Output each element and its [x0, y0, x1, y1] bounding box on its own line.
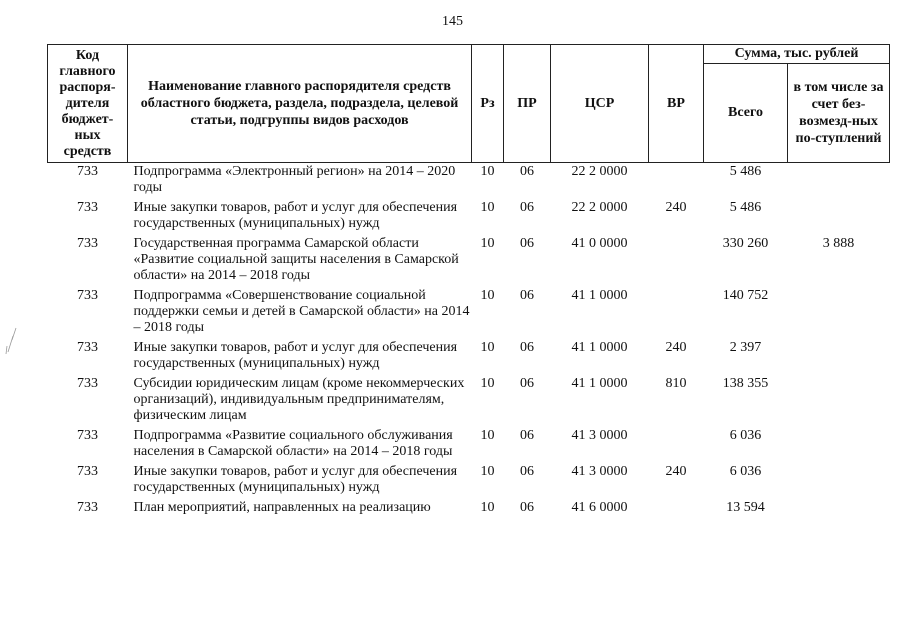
cell-rz: 10 [480, 200, 495, 215]
table-header [48, 45, 890, 163]
table-row [48, 500, 890, 520]
cell-vr: 240 [665, 464, 687, 479]
cell-rz: 10 [480, 164, 495, 179]
cell-csr: 41 1 0000 [571, 376, 628, 391]
header-rz: Рз [472, 45, 504, 163]
cell-csr: 41 3 0000 [571, 428, 628, 443]
cell-total: 5 486 [729, 164, 762, 179]
cell-vr [649, 428, 704, 464]
cell-csr: 41 1 0000 [571, 340, 628, 355]
cell-rz: 10 [480, 236, 495, 251]
cell-csr: 41 1 0000 [571, 288, 628, 303]
cell-total: 13 594 [726, 500, 765, 515]
cell-name: Субсидии юридическим лицам (кроме некоммерческих организаций), индивидуальным предпринимателям, физическим лицам [133, 376, 465, 423]
budget-table [47, 44, 890, 520]
table-row [48, 464, 890, 500]
cell-rz: 10 [480, 340, 495, 355]
cell-vr: 240 [665, 340, 687, 355]
header-grant: в том числе за счет без-возмезд-ных по-ступлений [788, 64, 890, 163]
cell-vr [649, 163, 704, 201]
cell-rz: 10 [480, 376, 495, 391]
cell-total: 2 397 [729, 340, 762, 355]
table-row [48, 200, 890, 236]
cell-grant [788, 500, 890, 520]
table-row [48, 428, 890, 464]
cell-grant [788, 428, 890, 464]
page-number: 145 [442, 14, 463, 29]
header-code: Код главного распоря-дителя бюджет-ных средств [48, 45, 128, 163]
cell-name: Подпрограмма «Электронный регион» на 2014 – 2020 годы [133, 164, 456, 195]
cell-grant [788, 340, 890, 376]
cell-grant: 3 888 [822, 236, 855, 251]
cell-pr: 06 [520, 164, 534, 179]
cell-code: 733 [77, 200, 98, 215]
cell-vr [649, 500, 704, 520]
cell-code: 733 [77, 428, 98, 443]
cell-name: Иные закупки товаров, работ и услуг для обеспечения государственных (муниципальных) нужд [133, 340, 458, 371]
cell-code: 733 [77, 288, 98, 303]
cell-rz: 10 [480, 464, 495, 479]
table-row [48, 236, 890, 288]
table-row [48, 340, 890, 376]
cell-vr: 810 [665, 376, 687, 391]
cell-vr [649, 288, 704, 340]
cell-grant [788, 288, 890, 340]
cell-grant [788, 163, 890, 201]
cell-csr: 22 2 0000 [571, 164, 628, 179]
cell-code: 733 [77, 464, 98, 479]
header-csr: ЦСР [551, 45, 649, 163]
header-total: Всего [704, 64, 788, 163]
cell-total: 6 036 [729, 464, 762, 479]
cell-total: 138 355 [722, 376, 769, 391]
cell-code: 733 [77, 340, 98, 355]
cell-name: Подпрограмма «Совершенствование социальной поддержки семьи и детей в Самарской области» на 2014 – 2018 годы [133, 288, 470, 335]
cell-name: Государственная программа Самарской области «Развитие социальной защиты населения в Самарской области» на 2014 – 2018 годы [133, 236, 459, 283]
cell-pr: 06 [520, 200, 534, 215]
cell-rz: 10 [480, 428, 495, 443]
cell-grant [788, 376, 890, 428]
cell-pr: 06 [520, 236, 534, 251]
table-body [48, 163, 890, 521]
header-sum: Сумма, тыс. рублей [704, 45, 890, 64]
cell-code: 733 [77, 236, 98, 251]
cell-grant [788, 464, 890, 500]
cell-csr: 41 0 0000 [571, 236, 628, 251]
cell-total: 330 260 [722, 236, 769, 251]
cell-pr: 06 [520, 340, 534, 355]
cell-total: 6 036 [729, 428, 762, 443]
cell-csr: 22 2 0000 [571, 200, 628, 215]
cell-code: 733 [77, 376, 98, 391]
header-name: Наименование главного распорядителя средств областного бюджета, раздела, подраздела, целевой статьи, подгруппы видов расходов [128, 45, 472, 163]
header-pr: ПР [504, 45, 551, 163]
cell-name: Иные закупки товаров, работ и услуг для обеспечения государственных (муниципальных) нужд [133, 200, 458, 231]
table-row [48, 376, 890, 428]
cell-name: Подпрограмма «Развитие социального обслуживания населения в Самарской области» на 2014 – 2018 годы [133, 428, 453, 459]
cell-pr: 06 [520, 500, 534, 515]
header-vr: ВР [649, 45, 704, 163]
cell-csr: 41 6 0000 [571, 500, 628, 515]
cell-code: 733 [77, 164, 98, 179]
table-row [48, 288, 890, 340]
cell-total: 5 486 [729, 200, 762, 215]
cell-rz: 10 [480, 500, 495, 515]
cell-pr: 06 [520, 464, 534, 479]
table-row [48, 163, 890, 201]
cell-grant [788, 200, 890, 236]
cell-name: План мероприятий, направленных на реализацию [133, 500, 431, 515]
cell-code: 733 [77, 500, 98, 515]
cell-csr: 41 3 0000 [571, 464, 628, 479]
cell-pr: 06 [520, 288, 534, 303]
cell-name: Иные закупки товаров, работ и услуг для обеспечения государственных (муниципальных) нужд [133, 464, 458, 495]
cell-vr [649, 236, 704, 288]
margin-pencil-mark [4, 326, 20, 356]
cell-rz: 10 [480, 288, 495, 303]
cell-pr: 06 [520, 428, 534, 443]
cell-vr: 240 [665, 200, 687, 215]
cell-total: 140 752 [722, 288, 769, 303]
cell-pr: 06 [520, 376, 534, 391]
